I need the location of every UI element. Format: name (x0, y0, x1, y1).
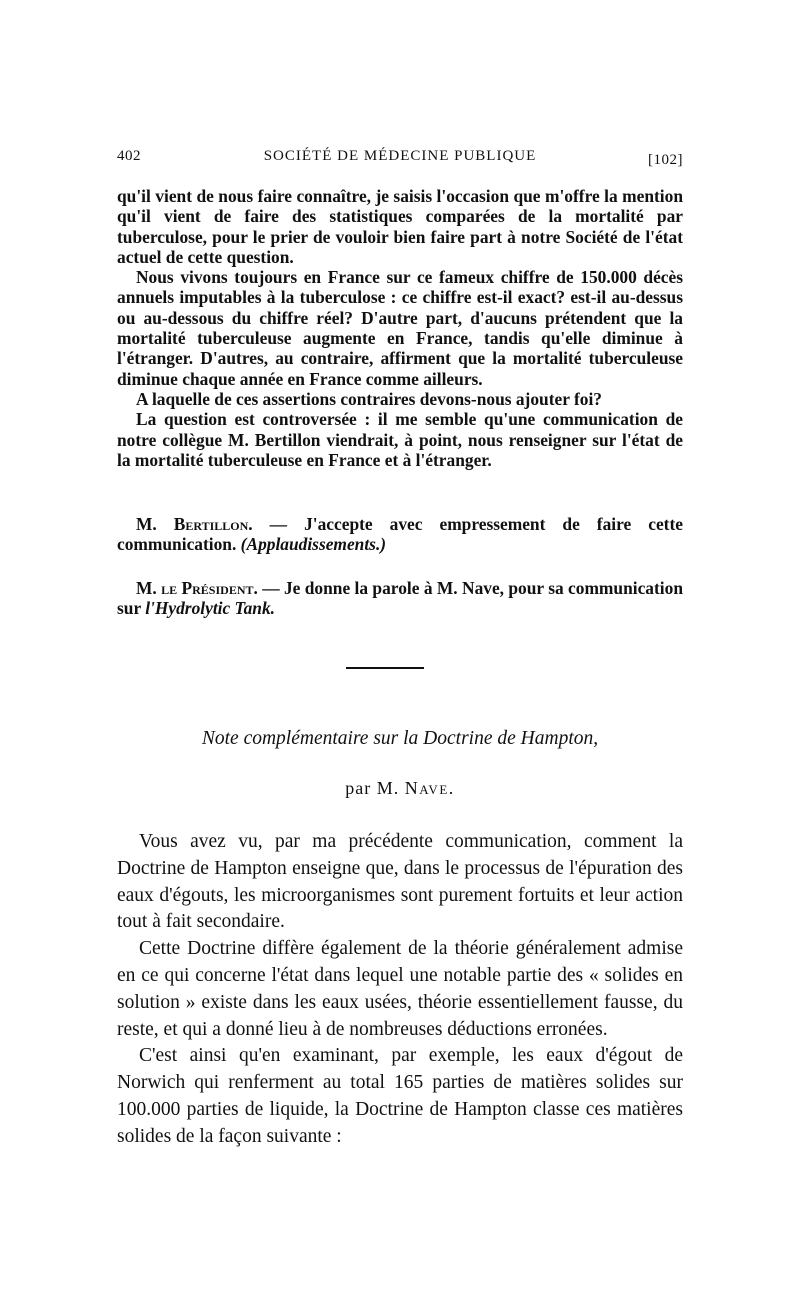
paragraph: A laquelle de ces assertions contraires devons-nous ajouter foi? (136, 388, 602, 409)
author-line (117, 778, 683, 799)
bertillon-reply (117, 514, 683, 555)
note-title: Note complémentaire sur la Doctrine de Hampton, (201, 728, 599, 749)
speaker-name: le Président. (161, 578, 258, 598)
text-block-top (117, 186, 683, 470)
page-number-left: 402 (117, 148, 141, 164)
page-number-right: [102] (648, 152, 683, 168)
author-prefix: par M. (345, 778, 405, 798)
speaker-name: Bertillon. (173, 514, 253, 534)
running-header (117, 148, 683, 172)
paragraph: Nous vivons toujours en France sur ce fameux chiffre de 150.000 décès annuels imputables à la tuberculose : ce chiffre est-il exact? est-il au-dessus ou au-dessous du chiffre réel? D'autre part, d'aucuns prétendent que la mortalité tuberculeuse augmente en France, tandis qu'elle diminue à l'étranger. D'autres, au contraire, affirment que la mortalité tuberculeuse diminue chaque année en France comme ailleurs. (117, 267, 683, 389)
author-name: Nave. (404, 778, 455, 798)
speaker-prefix: M. (136, 514, 174, 534)
president-reply (117, 578, 683, 619)
paragraph: Vous avez vu, par ma précédente communication, comment la Doctrine de Hampton enseigne que, dans le processus de l'épuration des eaux d'égouts, les microorganismes sont purement fortuits et leur action tout à fait secondaire. (117, 831, 683, 933)
paragraph: La question est controversée : il me semble qu'une communication de notre collègue M. Bertillon viendrait, à point, nous renseigner sur l'état de la mortalité tuberculeuse en France et à l'étranger. (117, 409, 683, 470)
reply-text: — Je donne la parole à M. Nave, pour sa communication sur (117, 578, 683, 619)
text-block-main (117, 829, 683, 1151)
paragraph: C'est ainsi qu'en examinant, par exemple, les eaux d'égout de Norwich qui renferment au total 165 parties de matières solides sur 100.000 parties de liquide, la Doctrine de Hampton classe ces matières solides de la façon suivante : (117, 1045, 683, 1147)
running-title: SOCIÉTÉ DE MÉDECINE PUBLIQUE (263, 148, 537, 164)
speaker-prefix: M. (136, 578, 162, 598)
paragraph: Cette Doctrine diffère également de la théorie généralement admise en ce qui concerne l'état dans lequel une notable partie des « solides en solution » existe dans les eaux usées, théorie essentiellement fausse, du reste, et qui a donné lieu à de nombreuses déductions erronées. (117, 938, 683, 1040)
communication-title: l'Hydrolytic Tank. (145, 598, 275, 619)
section-divider (346, 667, 424, 669)
applause-note: (Applaudissements.) (240, 534, 387, 555)
paragraph: qu'il vient de nous faire connaître, je saisis l'occasion que m'offre la mention qu'il vient de faire des statistiques comparées de la mortalité par tuberculose, pour le prier de vouloir bien faire part à notre Société de l'état actuel de cette question. (117, 186, 683, 267)
reply-text: — J'accepte avec empressement de faire cette communication. (117, 514, 683, 555)
